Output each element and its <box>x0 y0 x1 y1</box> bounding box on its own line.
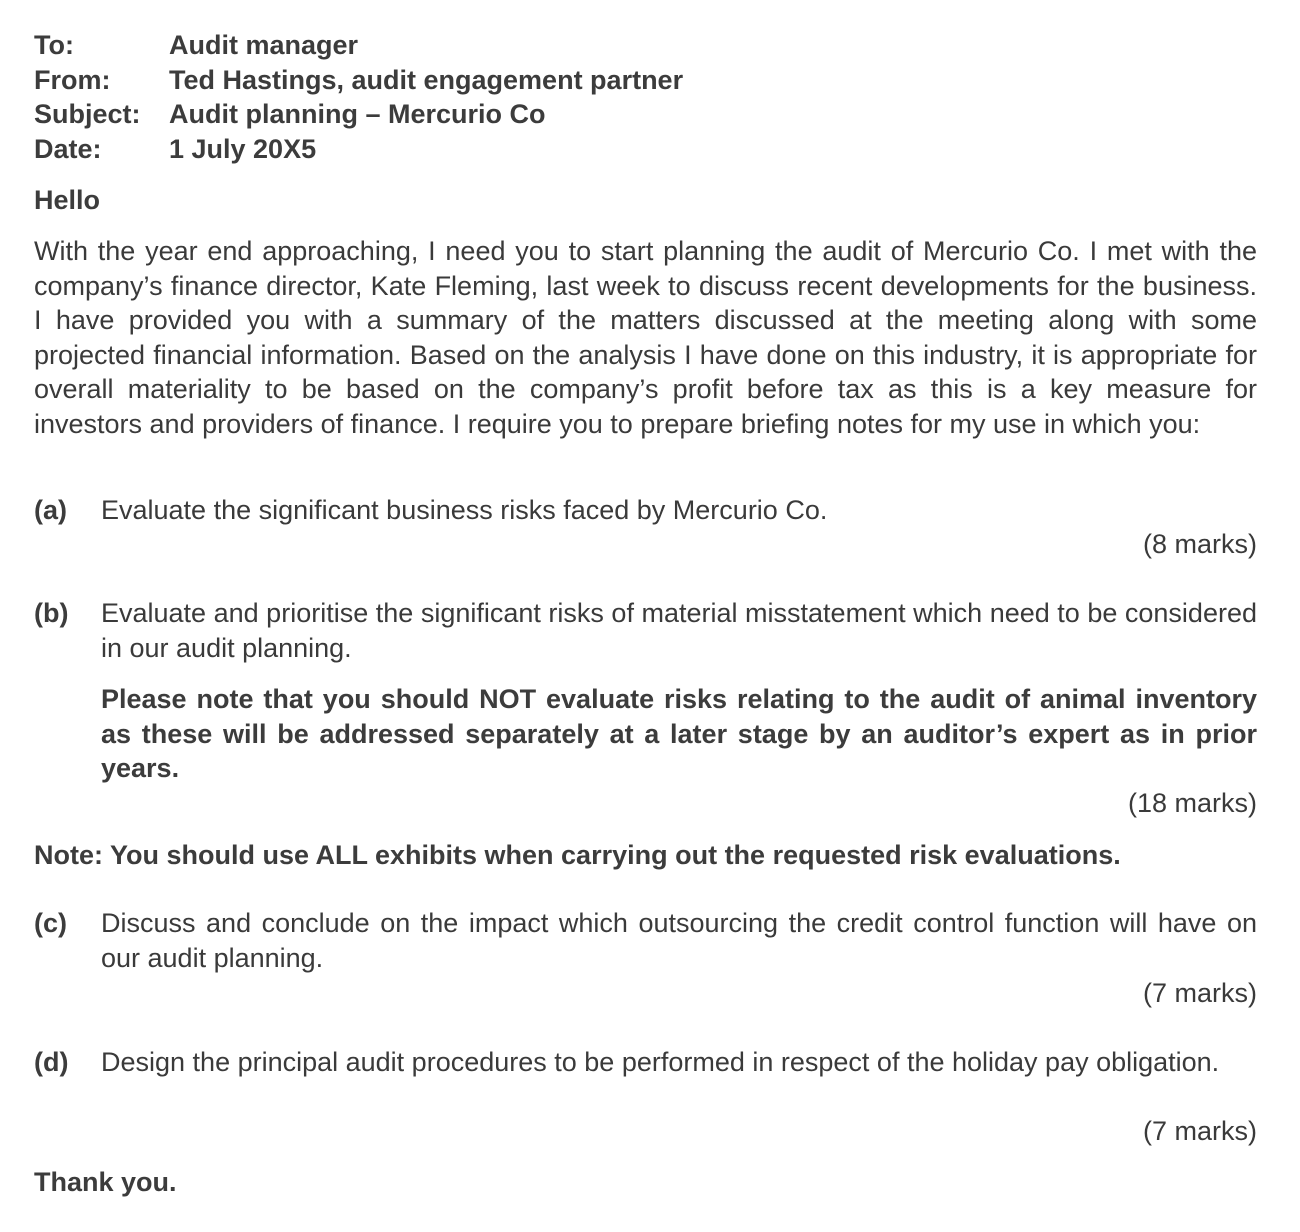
from-label: From: <box>34 64 111 95</box>
requirement-a-marks: (8 marks) <box>1143 529 1257 559</box>
memo-subject-row <box>34 97 683 132</box>
date-label: Date: <box>34 133 102 164</box>
requirement-a-text: Evaluate the significant business risks faced by Mercurio Co. <box>101 495 828 525</box>
requirement-b-note: Please note that you should NOT evaluate risks relating to the audit of animal inventory as these will be addressed separately at a later stage by an auditor’s expert as in prior years. <box>101 684 1257 783</box>
closing: Thank you. <box>34 1167 177 1197</box>
requirement-a-letter: (a) <box>34 495 67 525</box>
requirement-c-text: Discuss and conclude on the impact which outsourcing the credit control function will have on our audit planning. <box>101 908 1257 973</box>
requirement-c-marks: (7 marks) <box>1143 978 1257 1008</box>
exhibits-note: Note: You should use ALL exhibits when carrying out the requested risk evaluations. <box>34 840 1121 870</box>
date-value: 1 July 20X5 <box>169 133 317 164</box>
requirement-d-text: Design the principal audit procedures to be performed in respect of the holiday pay obligation. <box>101 1047 1220 1077</box>
from-value: Ted Hastings, audit engagement partner <box>169 64 684 95</box>
requirement-d-letter: (d) <box>34 1047 69 1077</box>
memo-header <box>34 28 683 166</box>
memo-to-row <box>34 28 683 63</box>
to-value: Audit manager <box>169 30 359 60</box>
requirement-b-text: Evaluate and prioritise the significant risks of material misstatement which need to be considered in our audit planning. <box>101 598 1257 663</box>
requirement-b-marks: (18 marks) <box>1127 788 1257 818</box>
subject-label: Subject: <box>34 99 141 129</box>
greeting: Hello <box>34 185 101 215</box>
requirement-d-marks: (7 marks) <box>1143 1116 1257 1146</box>
requirement-b-letter: (b) <box>34 598 69 628</box>
memo-from-row <box>34 63 683 98</box>
to-label: To: <box>34 30 74 60</box>
subject-value: Audit planning – Mercurio Co <box>169 99 546 129</box>
intro-paragraph: With the year end approaching, I need you to start planning the audit of Mercurio Co. I met with the company’s finance director, Kate Fleming, last week to discuss recent developments for the business. I have provided you with a summary of the matters discussed at the meeting along with some projected financial information. Based on the analysis I have done on this industry, it is appropriate for overall materiality to be based on the company’s profit before tax as this is a key measure for investors and providers of finance. I require you to prepare briefing notes for my use in which you: <box>34 236 1257 439</box>
requirement-c-letter: (c) <box>34 908 67 938</box>
memo-date-row <box>34 132 683 167</box>
